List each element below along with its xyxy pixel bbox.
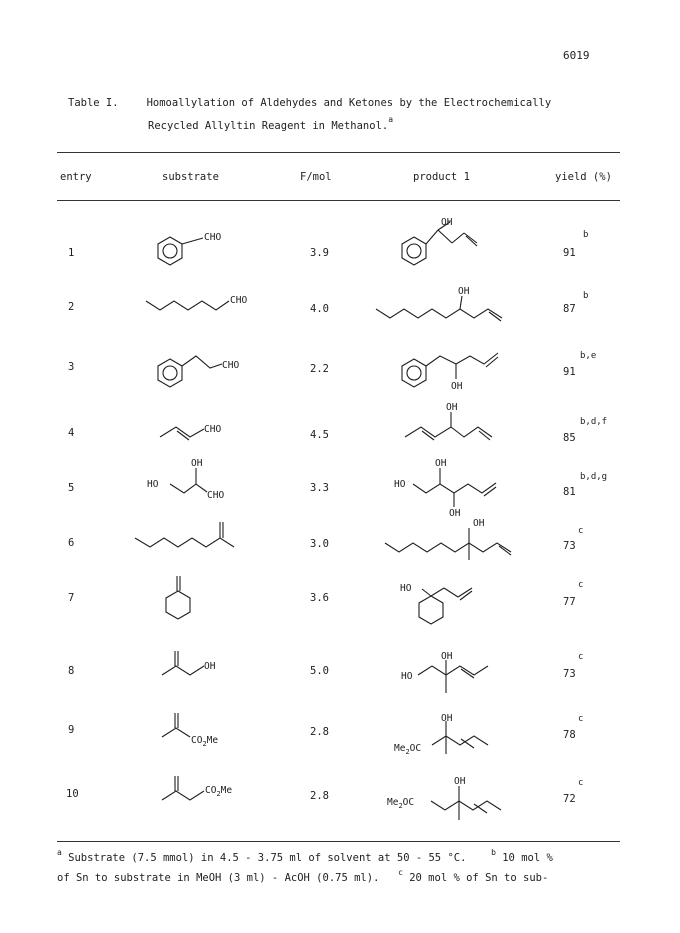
fmol-value: 2.8 xyxy=(310,726,329,738)
yield-footnote: b xyxy=(583,230,589,240)
structure-benzaldehyde xyxy=(158,237,203,265)
cho-label: CHO xyxy=(204,232,222,243)
oh-label: OH xyxy=(441,217,453,228)
footnote-a-mark: a xyxy=(57,848,62,857)
entry-number: 1 xyxy=(68,247,75,259)
structure-product-4 xyxy=(405,412,492,440)
oh-label: OH xyxy=(449,508,461,519)
structure-hydroxyacetone xyxy=(162,651,204,675)
fmol-value: 3.9 xyxy=(310,247,329,259)
oh-label: OH xyxy=(191,458,203,469)
entry-number: 5 xyxy=(68,482,75,494)
fmol-value: 3.6 xyxy=(310,592,329,604)
oh-label: OH xyxy=(458,286,470,297)
table-title-line-2: Recycled Allyltin Reagent in Methanol. xyxy=(148,120,389,132)
header-product: product 1 xyxy=(413,171,470,183)
table-title-footnote-mark: a xyxy=(388,115,394,124)
oh-label: OH xyxy=(441,651,453,662)
co2me-label: $CO_2Me$ xyxy=(205,785,233,798)
ho-label: HO xyxy=(401,671,413,682)
me2oc-label: $Me_2OC$ xyxy=(387,797,415,810)
fmol-value: 4.0 xyxy=(310,303,329,315)
footnote-line-2-text: of Sn to substrate in MeOH (3 ml) - AcOH (0.75 ml). xyxy=(57,872,380,884)
fmol-value: 2.8 xyxy=(310,790,329,802)
structure-product-1 xyxy=(402,222,477,265)
yield-footnote: b,e xyxy=(580,351,597,361)
structure-methyl-pyruvate xyxy=(162,713,190,737)
ho-label: HO xyxy=(400,583,412,594)
table-title-line-1: Homoallylation of Aldehydes and Ketones by the Electrochemically xyxy=(146,97,552,109)
table-label: Table I. xyxy=(68,97,119,109)
co2me-label: $CO_2Me$ xyxy=(191,735,219,748)
fmol-value: 3.3 xyxy=(310,482,329,494)
structure-product-3 xyxy=(402,353,498,387)
footnote-b-text: 10 mol % xyxy=(502,852,553,864)
entry-number: 8 xyxy=(68,665,75,677)
header-substrate: substrate xyxy=(162,171,219,183)
entry-number: 6 xyxy=(68,537,75,549)
yield-value: 73 xyxy=(563,668,576,680)
footnote-c-text: 20 mol % of Sn to sub- xyxy=(409,872,549,884)
cho-label: CHO xyxy=(204,424,222,435)
structure-product-2 xyxy=(376,296,502,321)
me2oc-label: $Me_2OC$ xyxy=(394,743,422,756)
entry-number: 3 xyxy=(68,361,75,373)
yield-footnote: c xyxy=(578,580,584,590)
oh-label: OH xyxy=(454,776,466,787)
oh-label: OH xyxy=(446,402,458,413)
entry-number: 2 xyxy=(68,301,75,313)
oh-label: OH xyxy=(204,661,216,672)
cho-label: CHO xyxy=(222,360,240,371)
header-fmol: F/mol xyxy=(300,171,332,183)
yield-footnote: c xyxy=(578,778,584,788)
oh-label: OH xyxy=(473,518,485,529)
fmol-value: 4.5 xyxy=(310,429,329,441)
yield-value: 85 xyxy=(563,432,576,444)
oh-label: OH xyxy=(435,458,447,469)
yield-value: 73 xyxy=(563,540,576,552)
yield-value: 91 xyxy=(563,247,576,259)
entry-number: 4 xyxy=(68,427,75,439)
ho-label: HO xyxy=(394,479,406,490)
structure-phenylacetaldehyde xyxy=(158,356,222,387)
fmol-value: 2.2 xyxy=(310,363,329,375)
yield-footnote: b,d,g xyxy=(580,472,608,482)
yield-footnote: c xyxy=(578,652,584,662)
yield-value: 87 xyxy=(563,303,576,315)
yield-value: 91 xyxy=(563,366,576,378)
entry-number: 9 xyxy=(68,724,75,736)
yield-value: 78 xyxy=(563,729,576,741)
fmol-value: 3.0 xyxy=(310,538,329,550)
footnote-line-2 xyxy=(57,868,549,884)
cho-label: CHO xyxy=(230,295,248,306)
entry-number: 10 xyxy=(66,788,79,800)
yield-value: 77 xyxy=(563,596,576,608)
yield-value: 72 xyxy=(563,793,576,805)
oh-label: OH xyxy=(451,381,463,392)
structure-glyceraldehyde xyxy=(170,468,207,493)
yield-footnote: c xyxy=(578,526,584,536)
structure-product-7 xyxy=(419,588,472,624)
structure-product-6 xyxy=(385,528,511,560)
cho-label: CHO xyxy=(207,490,225,501)
footnote-c-mark: c xyxy=(398,868,403,877)
structure-product-8 xyxy=(418,660,488,693)
footnote-line-1 xyxy=(57,848,553,864)
structure-heptanal xyxy=(146,301,229,310)
footnote-b-mark: b xyxy=(491,848,496,857)
yield-value: 81 xyxy=(563,486,576,498)
structure-cyclohexanone xyxy=(166,576,190,619)
entry-number: 7 xyxy=(68,592,75,604)
structure-methyl-acetoacetate xyxy=(162,776,204,800)
structure-product-9 xyxy=(432,721,488,754)
structure-2-octanone xyxy=(135,522,234,547)
structure-crotonaldehyde xyxy=(160,427,204,440)
page-number: 6019 xyxy=(563,49,590,62)
yield-footnote: b xyxy=(583,291,589,301)
fmol-value: 5.0 xyxy=(310,665,329,677)
footnote-a-text: Substrate (7.5 mmol) in 4.5 - 3.75 ml of solvent at 50 - 55 °C. xyxy=(68,852,467,864)
structure-product-5 xyxy=(413,468,496,507)
header-yield: yield (%) xyxy=(555,171,612,183)
ho-label: HO xyxy=(147,479,159,490)
yield-footnote: c xyxy=(578,714,584,724)
oh-label: OH xyxy=(441,713,453,724)
structure-product-10 xyxy=(431,786,501,820)
yield-footnote: b,d,f xyxy=(580,417,608,427)
header-entry: entry xyxy=(60,171,92,183)
